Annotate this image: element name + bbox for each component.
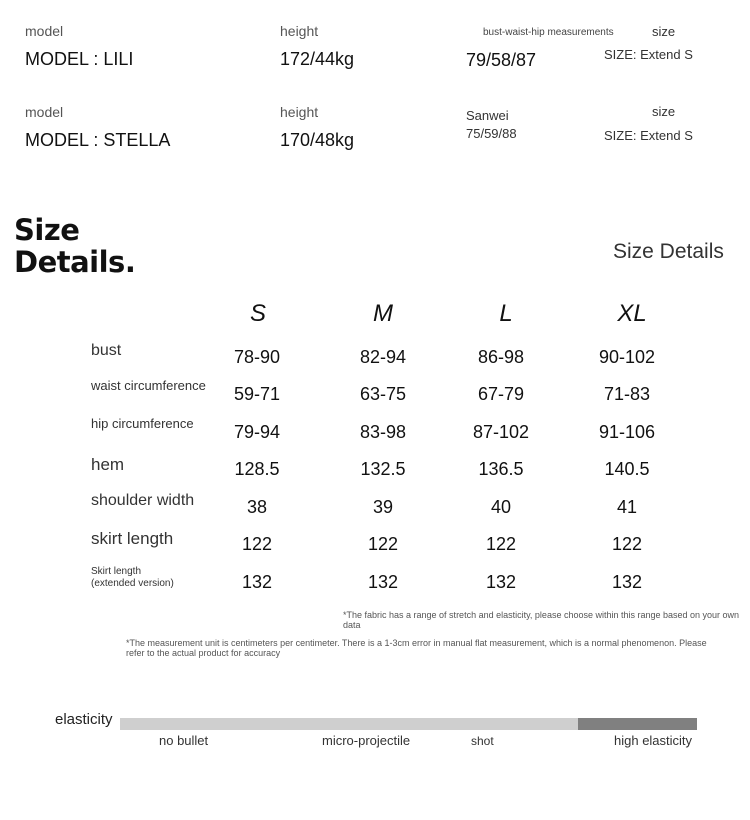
table-cell: 63-75 bbox=[359, 384, 407, 404]
model-label: model bbox=[25, 23, 64, 39]
table-cell: 78-90 bbox=[233, 347, 281, 367]
size-value: SIZE: Extend S bbox=[604, 128, 693, 143]
section-title-right: Size Details bbox=[613, 240, 724, 263]
size-header-s: S bbox=[249, 300, 266, 327]
row-label-line1: Skirt length bbox=[91, 566, 142, 577]
measurements-label: bust-waist-hip measurements bbox=[483, 27, 614, 38]
measurements-label: Sanwei bbox=[466, 108, 509, 123]
section-title-line1: Size bbox=[14, 213, 80, 247]
table-cell: 122 bbox=[367, 534, 399, 554]
table-cell: 86-98 bbox=[477, 347, 525, 367]
table-cell: 128.5 bbox=[234, 459, 280, 479]
table-cell: 59-71 bbox=[233, 384, 281, 404]
table-cell: 91-106 bbox=[598, 422, 656, 442]
elasticity-track bbox=[120, 718, 578, 730]
measurements-value: 75/59/88 bbox=[466, 126, 517, 141]
stretch-note: *The fabric has a range of stretch and elasticity, please choose within this range based on your own data bbox=[343, 610, 740, 630]
scale-label-high-elasticity: high elasticity bbox=[614, 733, 693, 748]
table-cell: 79-94 bbox=[233, 422, 281, 442]
table-cell: 122 bbox=[485, 534, 517, 554]
row-label-hip: hip circumference bbox=[91, 416, 194, 431]
table-cell: 136.5 bbox=[478, 459, 524, 479]
row-label-hem: hem bbox=[91, 455, 125, 474]
table-cell: 132 bbox=[367, 572, 399, 592]
table-cell: 41 bbox=[616, 497, 638, 517]
height-label: height bbox=[280, 23, 319, 39]
section-title bbox=[14, 214, 135, 278]
table-cell: 132.5 bbox=[360, 459, 406, 479]
size-label: size bbox=[652, 24, 676, 39]
elasticity-selected-segment bbox=[578, 718, 697, 730]
table-cell: 90-102 bbox=[598, 347, 656, 367]
table-cell: 132 bbox=[241, 572, 273, 592]
size-label: size bbox=[652, 104, 676, 119]
row-label-line2: (extended version) bbox=[91, 578, 174, 589]
height-label: height bbox=[280, 104, 319, 120]
size-header-l: L bbox=[499, 300, 513, 327]
row-label-skirt-length-extended bbox=[91, 566, 174, 590]
model-name: MODEL : STELLA bbox=[25, 130, 171, 150]
table-cell: 67-79 bbox=[477, 384, 525, 404]
table-cell: 132 bbox=[485, 572, 517, 592]
table-cell: 122 bbox=[241, 534, 273, 554]
section-title-line2: Details. bbox=[14, 245, 136, 279]
table-cell: 83-98 bbox=[359, 422, 407, 442]
table-cell: 39 bbox=[372, 497, 394, 517]
row-label-skirt-length: skirt length bbox=[91, 529, 174, 548]
elasticity-label: elasticity bbox=[55, 711, 113, 728]
height-value: 172/44kg bbox=[280, 49, 355, 69]
size-header-xl: XL bbox=[617, 300, 647, 327]
measurements-value: 79/58/87 bbox=[466, 50, 537, 70]
measurement-note: *The measurement unit is centimeters per centimeter. There is a 1-3cm error in manual flat measurement, which is a normal phenomenon. Please refer to the actual product for accuracy bbox=[126, 638, 707, 658]
table-cell: 140.5 bbox=[604, 459, 650, 479]
row-label-waist: waist circumference bbox=[91, 378, 206, 393]
model-label: model bbox=[25, 104, 64, 120]
table-cell: 71-83 bbox=[603, 384, 651, 404]
table-cell: 122 bbox=[611, 534, 643, 554]
table-cell: 82-94 bbox=[359, 347, 407, 367]
table-cell: 40 bbox=[490, 497, 512, 517]
scale-label-no-bullet: no bullet bbox=[159, 733, 209, 748]
table-cell: 132 bbox=[611, 572, 643, 592]
size-value: SIZE: Extend S bbox=[604, 47, 693, 62]
table-cell: 38 bbox=[246, 497, 268, 517]
size-header-m: M bbox=[373, 300, 393, 327]
scale-label-micro-projectile: micro-projectile bbox=[322, 733, 411, 748]
model-name: MODEL : LILI bbox=[25, 49, 134, 69]
height-value: 170/48kg bbox=[280, 130, 355, 150]
row-label-bust: bust bbox=[91, 342, 122, 359]
scale-label-shot: shot bbox=[471, 734, 494, 748]
table-cell: 87-102 bbox=[472, 422, 530, 442]
row-label-shoulder: shoulder width bbox=[91, 492, 195, 509]
